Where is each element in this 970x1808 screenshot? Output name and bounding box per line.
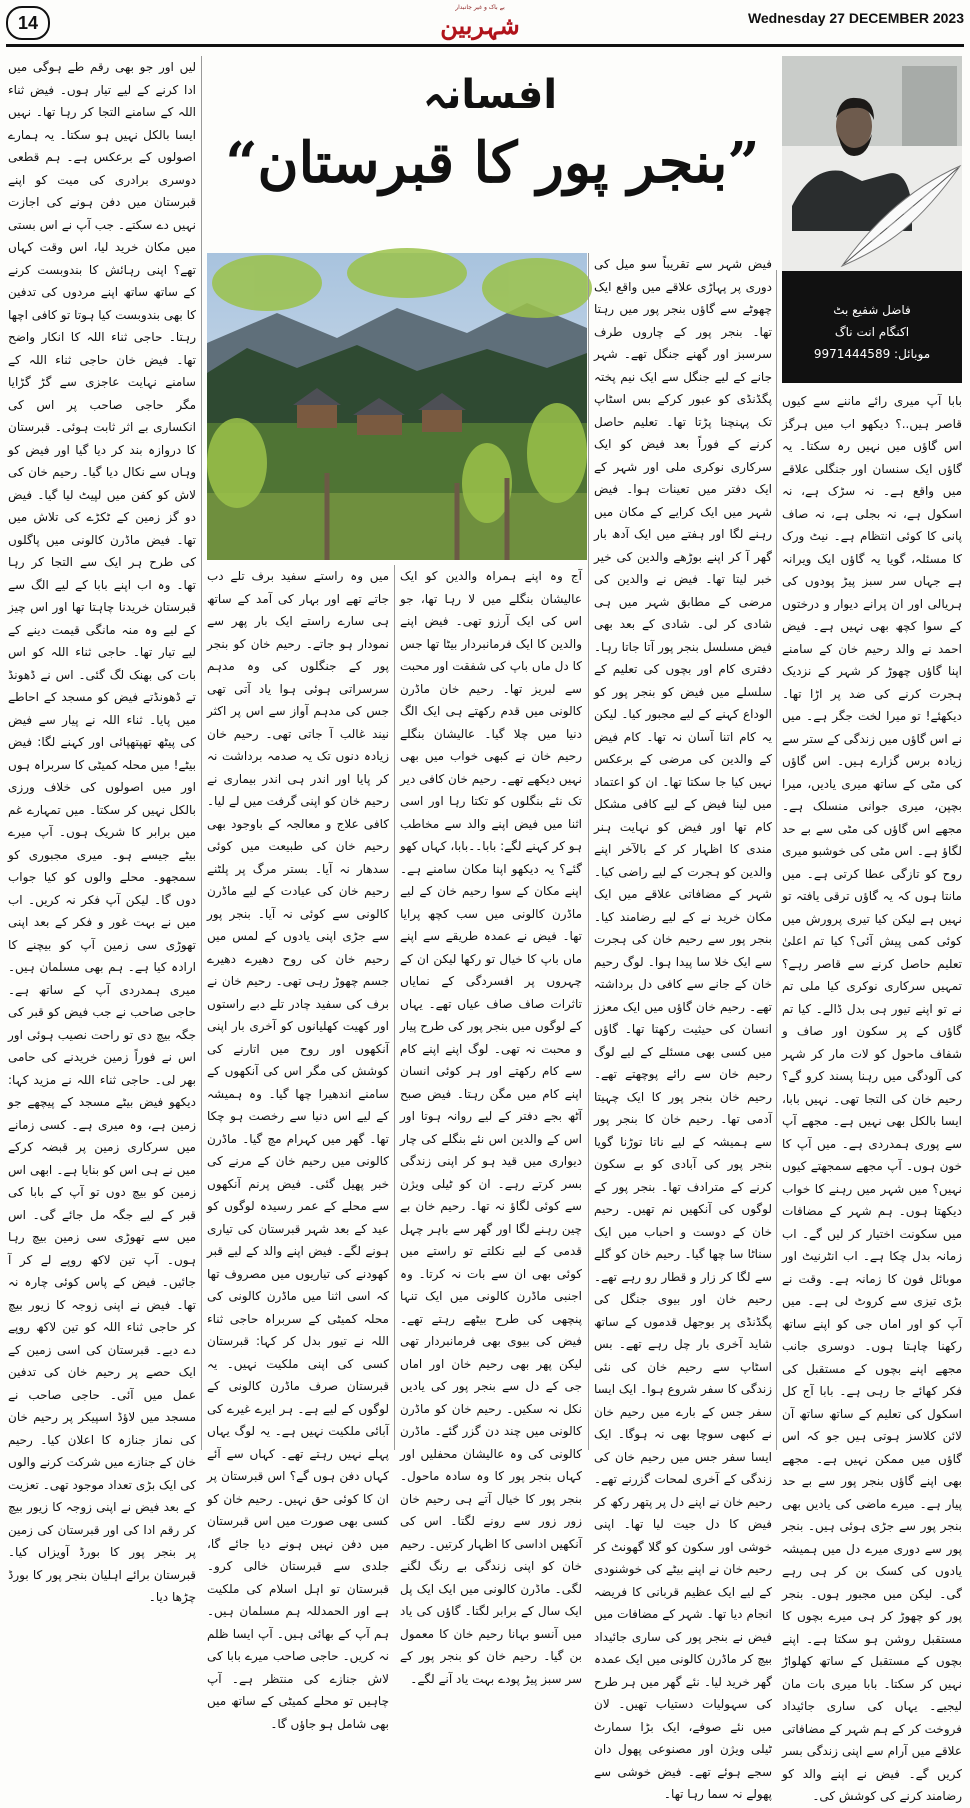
- article-column-3: [400, 565, 582, 1686]
- article-column-5: [8, 56, 196, 1604]
- column-3-text: آج وہ اپنے ہمراہ والدین کو ایک عالیشان بنگلے میں لا رہا تھا، جو اس کی ایک آرزو تھی۔ فیض اپنے والدین کا ایک فرمانبردار بیٹا تھا جس کا دل ماں باپ کی شفقت اور محبت سے لبریز تھا۔ رحیم خان ماڈرن کالونی میں قدم رکھتے ہی ایک الگ دنیا میں چلا گیا۔ عالیشان بنگلے رحیم خان نے کبھی خواب میں بھی نہیں دیکھے تھے۔ رحیم خان کافی دیر تک نئے بنگلوں کو تکتا رہا اور اسی اثنا میں فیض اپنے والد سے مخاطب ہو کر کہنے لگے: بابا۔۔بابا، کہاں کھو گئے؟ یہ دیکھو اپنا مکان سامنے ہے۔ اپنے مکان کے سوا رحیم خان کے لیے ماڈرن کالونی میں سب کچھ پرایا تھا۔ فیض نے عمدہ طریقے سے اپنے ماں باپ کا خیال تو رکھا لیکن ان کے چہروں پر افسردگی کے نمایاں تاثرات صاف صاف عیاں تھے۔ یہاں کے لوگوں میں بنجر پور کی طرح پیار و محبت نہ تھی۔ لوگ اپنے اپنے کام سے کام رکھتے اور ہر کوئی انسان اپنے کام میں مگن رہتا۔ فیض صبح آٹھ بجے دفتر کے لیے روانہ ہوتا اور اس کے والدین اس نئے بنگلے کی چار دیواری میں قید ہو کر اپنی زندگی بسر کرتے رہے۔ ان کو ٹیلی ویژن سے کوئی لگاؤ نہ تھا۔ رحیم خان بے چین رہنے لگا اور گھر سے باہر چہل قدمی کے لیے نکلتے تو راستے میں کوئی بھی ان سے بات نہ کرتا۔ وہ اجنبی ماڈرن کالونی میں ایک تنہا پنچھی کی طرح بیٹھے رہتے تھے۔ فیض کی بیوی بھی فرمانبردار تھی لیکن پھر بھی رحیم خان اور اماں جی کے دل سے بنجر پور کی یادیں نکل نہ سکیں۔ رحیم خان کو ماڈرن کالونی میں چند دن گزر گئے۔ ماڈرن کالونی کی وہ عالیشان محفلیں اور کہاں بنجر پور کا وہ سادہ ماحول۔ بنجر پور کا خیال آتے ہی رحیم خان زور زور سے رونے لگتا۔ اس کی آنکھیں اداسی کا اظہار کرتیں۔ رحیم خان کو اپنی زندگی بے رنگ لگنے لگی۔ ماڈرن کالونی میں ایک ایک پل ایک سال کے برابر لگتا۔ گاؤں کی یاد میں آنسو بہانا رحیم خان کا معمول بن گیا۔ رحیم خان کو بنجر پور کے سر سبز پیڑ پودے بہت یاد آنے لگے۔: [400, 569, 582, 1686]
- column-divider: [201, 56, 202, 1450]
- article-genre: افسانہ: [422, 72, 558, 118]
- article-photo: [207, 253, 587, 560]
- article-column-1: [781, 390, 962, 1803]
- header-rule: [6, 44, 964, 47]
- column-4-text: میں وہ راستے سفید برف تلے دب جاتے تھے اور بہار کی آمد کے ساتھ ہی سارے راستے ایک بار پھر سے نمودار ہو جاتے۔ رحیم خان کو بنجر پور کے جنگلوں کی وہ مدہم سرسراتی ہوئی ہوا یاد آتی تھی جس کی مدہم آواز سے اس پر اکثر نیند غالب آ جاتی تھی۔ رحیم خان زیادہ دنوں تک یہ صدمہ برداشت نہ کر پایا اور اندر ہی اندر بیماری نے رحیم خان کو اپنی گرفت میں لے لیا۔ کافی علاج و معالجہ کے باوجود بھی رحیم خان کی طبیعت میں کوئی سدھار نہ آیا۔ بستر مرگ پر پلٹنے رحیم خان کی عیادت کے لیے ماڈرن کالونی سے کوئی نہ آیا۔ بنجر پور سے جڑی اپنی یادوں کے لمس میں رحیم خان کی روح دھیرے دھیرے جسم چھوڑ رہی تھی۔ رحیم خان نے برف کی سفید چادر تلے دبے راستوں اور کھیت کھلیانوں کو آخری بار اپنی آنکھوں اور روح میں اتارنے کی کوشش کی مگر اس کی آنکھوں کے سامنے اندھیرا چھا گیا۔ وہ ہمیشہ کے لیے اس دنیا سے رخصت ہو چکا تھا۔ گھر میں کہرام مچ گیا۔ ماڈرن کالونی میں رحیم خان کے مرنے کی خبر پھیل گئی۔ فیض پرنم آنکھوں سے محلے کے عمر رسیدہ لوگوں کو عید کے بعد شہر قبرستان کی تیاری ہونے لگے۔ فیض اپنے والد کے لیے قبر کھودنے کی تیاریوں میں مصروف تھا کہ اسی اثنا میں ماڈرن کالونی کی محلہ کمیٹی کے سربراہ حاجی ثناء اللہ نے تیور بدل کر کہا: قبرستان کسی کی اپنی ملکیت نہیں۔ یہ قبرستان صرف ماڈرن کالونی کے لوگوں کے لیے ہے۔ ہر ایرے غیرے کی آبائی ملکیت نہیں ہے۔ یہ لوگ یہاں پہلے نہیں رہتے تھے۔ کہاں سے آئے کہاں دفن ہوں گے؟ اس قبرستان پر ان کا کوئی حق نہیں۔ رحیم خان کو کسی بھی صورت میں اس قبرستان میں دفن نہیں ہونے دیا جائے گا، جلدی سے قبرستان خالی کرو۔ قبرستان تو اہل اسلام کی ملکیت ہے اور الحمدللہ ہم مسلمان ہیں۔ ہم آپ کے بھائی ہیں۔ آپ ایسا ظلم نہ کریں۔ حاجی صاحب میرے بابا کی لاش جنازے کی منتظر ہے۔ آپ چاہیں تو محلے کمیٹی کے ساتھ میں بھی شامل ہو جاؤں گا۔: [207, 569, 389, 1731]
- article-column-4: [207, 565, 389, 1731]
- author-box: [782, 271, 962, 383]
- column-5-text: لیں اور جو بھی رقم طے ہوگی میں ادا کرنے کے لیے تیار ہوں۔ فیض ثناء اللہ کے سامنے التجا کر رہا تھا۔ نہیں ایسا بالکل نہیں ہو سکتا۔ یہ ہمارے اصولوں کے برعکس ہے۔ ہم قطعی دوسری برادری کی میت کو اپنے قبرستان میں دفن ہونے کی اجازت نہیں دے سکتے۔ جب آپ نے اس بستی میں مکان خرید لیا، اس وقت کہاں تھے؟ اپنی رہائش کا بندوبست کرنے کے ساتھ ساتھ اپنے مردوں کی تدفین کا بھی بندوبست کیا ہوتا تو کافی اچھا رہتا۔ حاجی ثناء اللہ کا انکار واضح تھا۔ فیض خان حاجی ثناء اللہ کے سامنے نہایت عاجزی سے گڑ گڑایا مگر حاجی صاحب پر اس کی انکساری بے اثر ثابت ہوئی۔ قبرستان کا دروازہ بند کر دیا گیا اور فیض کو وہاں سے نکال دیا گیا۔ رحیم خان کی لاش کو کفن میں لپیٹ لیا گیا۔ فیض دو گز زمین کے ٹکڑے کی تلاش میں تھا۔ فیض ماڈرن کالونی میں پاگلوں کی طرح ہر ایک سے التجا کر رہا تھا۔ وہ اب اپنے بابا کے لیے الگ سے قبرستان خریدنا چاہتا تھا اور اس چیز کے لیے وہ منہ مانگی قیمت دینے کے لیے تیار تھا۔ حاجی ثناء اللہ کو اس بات کی بھنک لگ گئی۔ اس نے ڈھونڈ تے ڈھونڈتے فیض کو مسجد کے احاطے میں پایا۔ ثناء اللہ نے پیار سے فیض کی پیٹھ تھپتھپائی اور کہنے لگا: فیض بیٹے! میں محلہ کمیٹی کا سربراہ ہوں اور میں اصولوں کی خلاف ورزی بالکل نہیں کر سکتا۔ میں تمہارے غم میں برابر کا شریک ہوں۔ آپ میرے بیٹے جیسے ہو۔ میری مجبوری کو سمجھو۔ محلے والوں کو کیا جواب دوں گا۔ لیکن آپ فکر نہ کریں۔ اب میں نے بہت غور و فکر کے بعد اپنی تھوڑی سی زمین آپ کو بیچنے کا ارادہ کیا ہے۔ ہم بھی مسلمان ہیں۔ میری ہمدردی آپ کے ساتھ ہے۔ حاجی صاحب نے جب فیض کو قبر کی جگہ بیچ دی تو راحت نصیب ہوئی اور اس نے فوراً زمین خریدنے کی حامی بھر لی۔ حاجی ثناء اللہ نے مزید کہا: دیکھو فیض بیٹے مسجد کے پیچھے جو زمین ہے، وہ میری ہے۔ کسی زمانے میں سرکاری زمین پر قبضہ کرکے میں نے ہی اس کو بنایا ہے۔ ابھی اس زمین کو بیچ دوں تو آپ کے بابا کی قبر کے لیے جگہ مل جائے گی۔ اس میں سے تھوڑی سی زمین بیچ رہا ہوں۔ آپ تین لاکھ روپے لے کر آ جائیں۔ فیض کے پاس کوئی چارہ نہ تھا۔ فیض نے اپنی زوجہ کا زیور بیچ کر حاجی ثناء اللہ کو تین لاکھ روپے دے دیے۔ قبرستان کی اسی زمین کے ایک حصے پر رحیم خان کی تدفین عمل میں آئی۔ حاجی صاحب نے مسجد میں لاؤڈ اسپیکر پر رحیم خان کی نماز جنازہ کا اعلان کیا۔ رحیم خان کے جنازے میں شرکت کرنے والوں کی ایک بڑی تعداد موجود تھی۔ تعزیت کے بعد فیض نے اپنی زوجہ کا زیور بیچ کر رقم ادا کی اور قبرستان کی زمین پر بنجر پور کا بورڈ آویزاں کیا۔ قبرستان برائے اہلیان بنجر پور کا بورڈ چڑھا دیا۔: [8, 60, 196, 1604]
- author-photo: [782, 56, 962, 271]
- masthead-title: شہربین: [440, 11, 520, 40]
- author-mobile: موبائل: 9971444589: [813, 347, 931, 361]
- masthead-logo: [435, 4, 525, 40]
- column-divider: [588, 253, 589, 1450]
- column-divider: [394, 565, 395, 1450]
- article-title: ”بنجر پور کا قبرستان“: [225, 130, 760, 196]
- article-column-2: [594, 253, 772, 1801]
- column-1-text: بابا آپ میری رائے ماننے سے کیوں قاصر ہیں..؟ دیکھو اب میں ہرگز اس گاؤں میں نہیں رہ سکتا۔ یہ گاؤں ایک سنسان اور جنگلی علاقے میں واقع ہے۔ نہ سڑک ہے، نہ اسکول ہے، نہ بجلی ہے، نہ صاف پانی کا کوئی انتظام ہے۔ نیٹ ورک کا مسئلہ، گویا یہ گاؤں ایک ویرانہ ہے جہاں سر سبز پیڑ پودوں کی ہریالی اور ان پرانے دیوار و درختوں کے سوا کچھ بھی نہیں ہے۔ فیض احمد نے والد رحیم خان کے سامنے اپنا گاؤں چھوڑ کر شہر کے نزدیک ہجرت کرنے کی ضد پر اڑا تھا۔ دیکھئے! تو میرا لخت جگر ہے۔ میں نے اس گاؤں میں زندگی کے ستر سے زیادہ برس گزارے ہیں۔ اس گاؤں کی مٹی کے ساتھ میری یادیں، میرا بچپن، میری جوانی منسلک ہے۔ مجھے اس گاؤں کی مٹی سے بے حد لگاؤ ہے۔ اس مٹی کی خوشبو میری روح کو تازگی عطا کرتی ہے۔ میں مانتا ہوں کہ یہ گاؤں ترقی یافتہ تو نہیں ہے لیکن کیا تیری پرورش میں کوئی کمی پیش آئی؟ کیا تم اعلیٰ تعلیم حاصل کرنے سے قاصر رہے؟ تمہیں سرکاری نوکری کیا ملی تم نے تو اپنے تیور ہی بدل ڈالے۔ کیا تم گاؤں کے پر سکون اور صاف و شفاف ماحول کو لات مار کر شہر کی آلودگی میں رہنا پسند کرو گے؟ رحیم خان کی التجا تھی۔ نہیں بابا، ایسا بالکل بھی نہیں ہے۔ مجھے آپ سے پوری ہمدردی ہے۔ میں آپ کا خون ہوں۔ آپ مجھے سمجھتے کیوں نہیں؟ میں شہر میں رہنے کا خواب دیکھتا ہوں۔ ہم شہر کے مضافات میں سکونت اختیار کر لیں گے۔ اب زمانہ بدل چکا ہے۔ اب انٹرنیٹ اور موبائل فون کا زمانہ ہے۔ وقت نے بڑی تیزی سے کروٹ لی ہے۔ میں آپ کو اور اماں جی کو اپنے ساتھ رکھنا چاہتا ہوں۔ دوسری جانب مجھے اپنے بچوں کے مستقبل کی فکر کھائے جا رہی ہے۔ بابا آج کل اسکول کی تعلیم کے ساتھ ساتھ آن لائن کلاسز ہوتی ہیں جو کہ اس گاؤں میں ممکن نہیں ہے۔ مجھے بھی اپنے گاؤں بنجر پور سے بے حد پیار ہے۔ میرے ماضی کی یادیں بھی بنجر پور سے جڑی ہوئی ہیں۔ بنجر پور سے دوری میرے دل میں ہمیشہ یادوں کی کسک بن کر ہی رہے گی۔ لیکن میں مجبور ہوں۔ بنجر پور کو چھوڑ کر ہی میرے بچوں کا مستقبل روشن ہو سکتا ہے۔ اپنے بچوں کے مستقبل کے ساتھ کھلواڑ نہیں کر سکتا۔ بابا میری بات مان لیجیے۔ یہاں کی ساری جائیداد فروخت کر کے ہم شہر کے مضافاتی علاقے میں آرام سے اپنی زندگی بسر کریں گے۔ فیض نے اپنے والد کو رضامند کرنے کی کوشش کی۔: [781, 394, 962, 1803]
- column-2-text: فیض شہر سے تقریباً سو میل کی دوری پر پہاڑی علاقے میں واقع ایک چھوٹے سے گاؤں بنجر پور میں رہتا تھا۔ بنجر پور کے چاروں طرف سرسبز اور گھنے جنگل تھے۔ شہر جانے کے لیے جنگل سے ایک نیم پختہ پگڈنڈی کو عبور کرکے بس اسٹاپ تک پہنچنا پڑتا تھا۔ تعلیم حاصل کرنے کے فوراً بعد فیض کو ایک سرکاری نوکری ملی اور شہر کے ایک دفتر میں تعینات ہوا۔ فیض شہر میں ایک کرایے کے مکان میں رہنے لگا اور ہفتے میں ایک آدھ بار گھر آ کر اپنے بوڑھے والدین کی خیر خبر لیتا تھا۔ فیض نے والدین کی مرضی کے مطابق شہر میں ہی شادی کر لی۔ شادی کے بعد بھی فیض مسلسل بنجر پور آتا جاتا رہا۔ دفتری کام اور بچوں کی تعلیم کے سلسلے میں فیض کو بنجر پور کو الوداع کہنے کے لیے مجبور کیا۔ لیکن یہ کام اتنا آسان نہ تھا۔ کام فیض کے والدین کی مرضی کے برعکس نہیں کیا جا سکتا تھا۔ ان کو اعتماد میں لینا فیض کے لیے کافی مشکل کام تھا اور فیض کو نہایت ہنر مندی کا اظہار کر کے بالآخر اپنے والدین کو ہجرت کے لیے راضی کیا۔ شہر کے مضافاتی علاقے میں ایک مکان خرید نے کے لیے رضامند کیا۔ بنجر پور سے رحیم خان کی ہجرت سے ایک خلا سا پیدا ہوا۔ لوگ رحیم خان کے جانے سے کافی دل برداشتہ تھے۔ رحیم خان گاؤں میں ایک معزز انسان کی حیثیت رکھتا تھا۔ گاؤں میں کسی بھی مسئلے کے لیے لوگ رحیم خان سے رائے پوچھتے تھے۔ رحیم خان بنجر پور کا ایک چہیتا آدمی تھا۔ رحیم خان کا بنجر پور سے ہمیشہ کے لیے ناتا توڑنا گویا بنجر پور کی آبادی کو بے سکون کرنے کے مترادف تھا۔ بنجر پور کے لوگوں کی آنکھیں نم تھیں۔ رحیم خان کے دوست و احباب میں ایک سناٹا سا چھا گیا۔ رحیم خان کو گلے سے لگا کر زار و قطار رو رہے تھے۔ رحیم خان اور بیوی جنگل کی پگڈنڈی پر بوجھل قدموں کے ساتھ شاید آخری بار چل رہے تھے۔ بس اسٹاپ سے رحیم خان کی نئی زندگی کا سفر شروع ہوا۔ ایک ایسا سفر جس کے بارے میں رحیم خان نے کبھی سوچا بھی نہ ہوگا۔ ایک ایسا سفر جس میں رحیم خان کی زندگی کے آخری لمحات گزرنے تھے۔ رحیم خان نے اپنے دل پر پتھر رکھ کر فیض کا دل جیت لیا تھا۔ اپنی خوشی اور سکون کو گلا گھونٹ کر رحیم خان نے اپنے بیٹے کی خوشنودی کے لیے ایک عظیم قربانی کا فریضہ انجام دیا تھا۔ شہر کے مضافات میں فیض نے بنجر پور کی ساری جائیداد بیچ کر ماڈرن کالونی میں ایک عمدہ گھر خرید لیا۔ نئے گھر میں ہر طرح کی سہولیات دستیاب تھیں۔ لان میں نئے صوفے، ایک بڑا سمارٹ ٹیلی ویژن اور مصنوعی پھول دان سجے ہوئے تھے۔ فیض خوشی سے پھولے نہ سما رہا تھا۔: [594, 257, 772, 1801]
- page-number: 14: [6, 6, 50, 40]
- column-divider: [776, 270, 777, 1450]
- author-name: فاضل شفیع بٹ: [833, 303, 911, 317]
- page-header: [0, 0, 970, 46]
- masthead-tagline: بے باک و غیر جانبدار: [455, 4, 505, 11]
- mountain-village-photo: [207, 253, 587, 560]
- issue-date: Wednesday 27 DECEMBER 2023: [747, 10, 964, 26]
- author-location: اکنگام انت ناگ: [834, 325, 910, 339]
- author-portrait-icon: [782, 56, 962, 271]
